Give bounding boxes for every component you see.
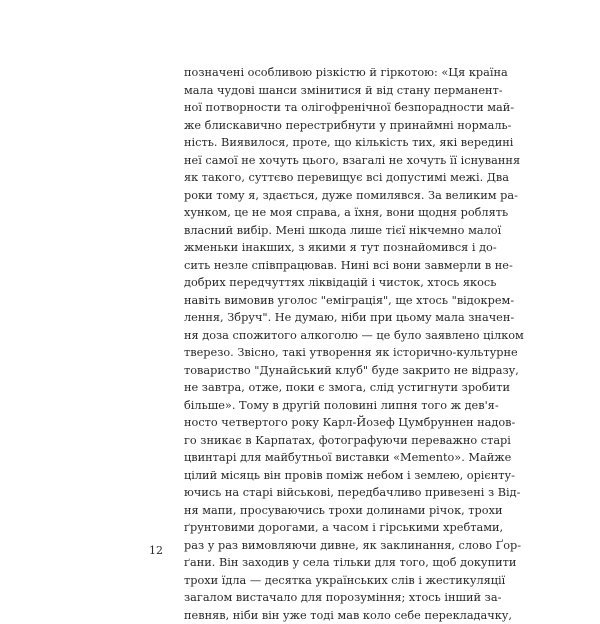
text-line: раз у раз вимовляючи дивне, як заклинання, слово Ґор- (184, 537, 448, 555)
text-line: ної потворности та олігофренічної безпорадности май- (184, 99, 448, 117)
text-line: го зникає в Карпатах, фотографуючи переважно старі (184, 432, 448, 450)
text-line: трохи їдла — десятка українських слів і жестикуляції (184, 572, 448, 590)
text-line: ностo четвертого року Карл-Йозеф Цумбруннен надов- (184, 414, 448, 432)
text-line: же блискавично перестрибнути у принаймні нормаль- (184, 117, 448, 135)
text-line: навіть вимовив уголос "еміграція", ще хтось "відокрем- (184, 292, 448, 310)
text-line: більше». Тому в другій половині липня того ж дев'я- (184, 397, 448, 415)
text-line: лення, Збруч". Не думаю, ніби при цьому мала значен- (184, 309, 448, 327)
text-line: цвинтарі для майбутньої виставки «Memento». Майже (184, 449, 448, 467)
body-text (184, 64, 448, 624)
text-line: ючись на старі військові, передбачливо привезені з Від- (184, 484, 448, 502)
text-line: загалом вистачало для порозуміння; хтось інший за- (184, 589, 448, 607)
text-line: тверезо. Звісно, такі утворення як історично-культурне (184, 344, 448, 362)
text-line: ґани. Він заходив у села тільки для того, щоб докупити (184, 554, 448, 572)
text-line: ня мапи, просуваючись трохи долинами річок, трохи (184, 502, 448, 520)
text-line: товариство "Дунайський клуб" буде закрито не відразу, (184, 362, 448, 380)
text-line: сить незле співпрацював. Нині всі вони завмерли в не- (184, 257, 448, 275)
text-line: добрих передчуттях ліквідацій і чисток, хтось якось (184, 274, 448, 292)
text-line: власний вибір. Мені шкода лише тієї нікчемно малої (184, 222, 448, 240)
text-line: не завтра, отже, поки є змога, слід устигнути зробити (184, 379, 448, 397)
text-line: ґрунтовими дорогами, а часом і гірськими хребтами, (184, 519, 448, 537)
text-line: мала чудові шанси змінитися й від стану перманент- (184, 82, 448, 100)
text-line: позначені особливою різкістю й гіркотою: «Ця країна (184, 64, 448, 82)
text-line: цілий місяць він провів поміж небом і землею, орієнту- (184, 467, 448, 485)
text-line: ня доза спожитого алкоголю — це було заявлено цілком (184, 327, 448, 345)
text-line: жменьки інакших, з якими я тут познайомився і до- (184, 239, 448, 257)
page-number: 12 (149, 544, 163, 557)
text-line: роки тому я, здається, дуже помилявся. За великим ра- (184, 187, 448, 205)
text-line: ність. Виявилося, проте, що кількість тих, які вередині (184, 134, 448, 152)
text-line: хунком, це не моя справа, а їхня, вони щодня роблять (184, 204, 448, 222)
text-line: певняв, ніби він уже тоді мав коло себе перекладачку, (184, 607, 448, 624)
text-line: як такого, суттєво перевищує всі допустимі межі. Два (184, 169, 448, 187)
text-line: неї самої не хочуть цього, взагалі не хочуть її існування (184, 152, 448, 170)
